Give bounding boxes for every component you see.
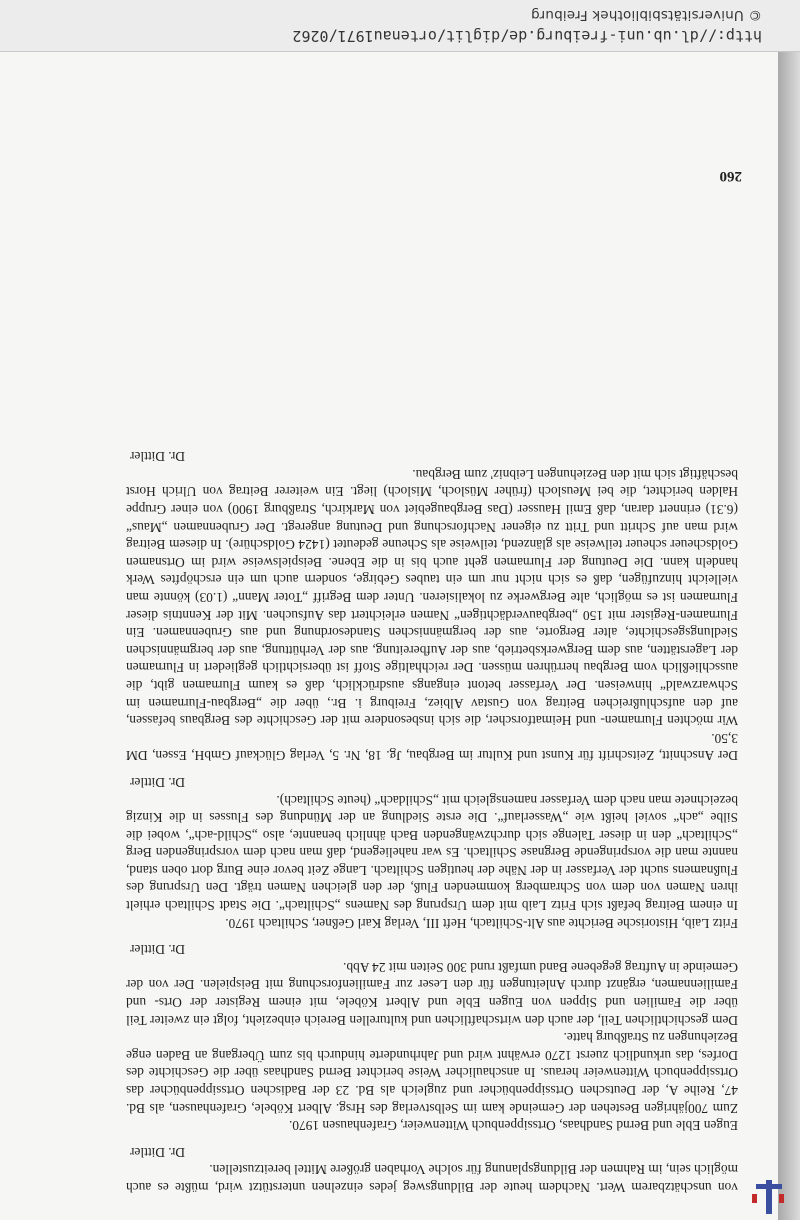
review-paragraph — [126, 958, 738, 1028]
paragraph-text: Wir möchten Flurnamen- und Heimatforscher, die sich insbesondere mit der Geschichte des Bergbaus befassen, auf den aufschlußreichen Beitrag von Gustav Albiez, Freiburg i. Br., über die „Bergbau-Flurnamen im Schwarzwald“ hinweisen. Der Verfasser betont eingangs ausdrücklich, daß es kaum Flurnamen gibt, die ausschließlich vom Bergbau herrühren müssen. Der reichhaltige Stoff ist übersichtlich gegliedert in Flurnamen der Lagerstätten, aus dem Bergwerksbetrieb, aus der Aufbereitung, aus der Verhüttung, aus der bergmännischen Siedlungsgeschichte, alter Bergorte, aus der bergmännischen Standesordnung und aus Grubennamen. Ein Flurnamen-Register mit 150 „bergbauverdächtigen“ Namen erleichtert das Aufsuchen. Mit der Kenntnis dieser Flurnamen ist es möglich, alte Bergwerke zu lokalisieren. Unter dem Begriff „Toter Mann“ (1.03) könnte man vielleicht hinzufügen, daß es sich nicht nur um ein taubes Gebirge, sondern auch um ein erschöpftes Werk handeln kann. Die Deutung der Flurnamen geht auch bis in die Ebene. Beispielsweise wird im Ortsnamen Goldscheuer scheuer teilweise als glänzend, teilweise als Scheune gedeutet (1424 Goldschüre). In diesem Beitrag wird man auf Schritt und Tritt zu eigener Nachforschung und Deutung angeregt. Der Grubennamen „Maus“ (6.31) erinnert daran, daß Emil Hausser (Das Bergbaugebiet von Markirch, Straßburg 1900) von einer Gruppe Halden berichtet, die bei Meusloch (früher Müsloch, Misloch) liegt. Ein weiterer Beitrag von Ulrich Horst beschäftigt sich mit den Beziehungen Leibniz' zum Bergbau. — [126, 466, 738, 729]
page-number: 260 — [719, 168, 742, 184]
article-text — [126, 448, 738, 1196]
bibliographic-entry — [126, 914, 738, 932]
copyright-notice: © Universitätsbibliothek Freiburg — [530, 7, 762, 23]
review-paragraph — [126, 465, 738, 729]
review-paragraph — [126, 1029, 738, 1117]
paragraph-text: Der Anschnitt, Zeitschrift für Kunst und Kultur im Bergbau, Jg. 18, Nr. 5, Verlag Glückauf GmbH, Essen, DM 3,50. — [126, 730, 738, 764]
paragraph-text: Fritz Laib, Historische Berichte aus Alt-Schiltach, Heft III, Verlag Karl Geßner, Schiltach 1970. — [225, 915, 738, 931]
reviewer-signature: Dr. Dittler — [130, 942, 186, 958]
paragraph-text: In einem Beitrag befaßt sich Fritz Laib mit dem Ursprung des Namens „Schiltach“. Die Stadt Schiltach erhielt ihren Namen von dem von Schramberg kommenden Fluß, der den gleichen Namen trägt. Den Ursprung des Flußnamens sucht der Verfasser in der Nähe der heutigen Schiltach. Lange Zeit bevor eine Burg dort oben stand, nannte man die vorspringende Bergnase Schiltach. Es war naheliegend, daß man nach dem vorspringenden Berg „Schiltach“ den in dieser Talenge sich durchzwängenden Bach ähnlich benannte, also „Schild-ach“, wobei die Silbe „ach“ soviel heißt wie „Wasserlauf“. Die erste Siedlung an der Mündung des Flusses in die Kinzig bezeichnete man nach dem Verfasser namensgleich mit „Schildach“ (heute Schiltach). — [126, 792, 738, 914]
reviewer-signature: Dr. Dittler — [130, 1144, 186, 1160]
reviewer-signature: Dr. Dittler — [130, 774, 186, 790]
paragraph-text: Dem geschichtlichen Teil, der auch den wirtschaftlichen und kulturellen Bereich einbezieht, folgt ein zweiter Teil über die Familien und Sippen von Eugen Eble und Albert Köbele, mit einem Register der Orts- und Familiennamen, ergänzt durch Anleitungen für den Leser zur Familienforschung mit Beispielen. Der von der Gemeinde in Auftrag gegebene Band umfaßt rund 300 Seiten mit 24 Abb. — [126, 959, 738, 1028]
footer-band — [0, 0, 800, 52]
bibliographic-entry — [126, 1117, 738, 1135]
reviewer-signature: Dr. Dittler — [130, 449, 186, 465]
paragraph-text: Zum 700jährigen Bestehen der Gemeinde kam im Selbstverlag des Hrsg. Albert Köbele, Grafenhausen, als Bd. 47, Reihe A, der Deutschen Ortssippenbücher und zugleich als Bd. 23 der Badischen Ortssippenbücher das Ortssippenbuch Wittenweier heraus. In anschaulicher Weise berichtet Bernd Sandhaas über die Geschichte des Dorfes, das urkundlich zuerst 1270 erwähnt wird und Jahrhunderte hindurch bis zum Übergang an Baden enge Beziehungen zu Straßburg hatte. — [126, 1030, 738, 1116]
review-paragraph — [126, 1161, 738, 1196]
library-logo-icon — [748, 1180, 788, 1214]
bibliographic-entry — [126, 729, 738, 764]
review-paragraph — [126, 791, 738, 914]
paragraph-text: von unschätzbarem Wert. Nachdem heute der Bildungsweg jedes einzelnen unterstützt wird, müßte es auch möglich sein, im Rahmen der Bildungsplanung für solche Vorhaben größere Mittel bereitzustellen. — [126, 1162, 738, 1195]
paragraph-text: Eugen Eble und Bernd Sandhaas, Ortssippenbuch Wittenweier, Grafenhausen 1970. — [288, 1118, 738, 1134]
source-url[interactable]: http://dl.ub.uni-freiburg.de/diglit/ortenau1971/0262 — [292, 27, 762, 45]
